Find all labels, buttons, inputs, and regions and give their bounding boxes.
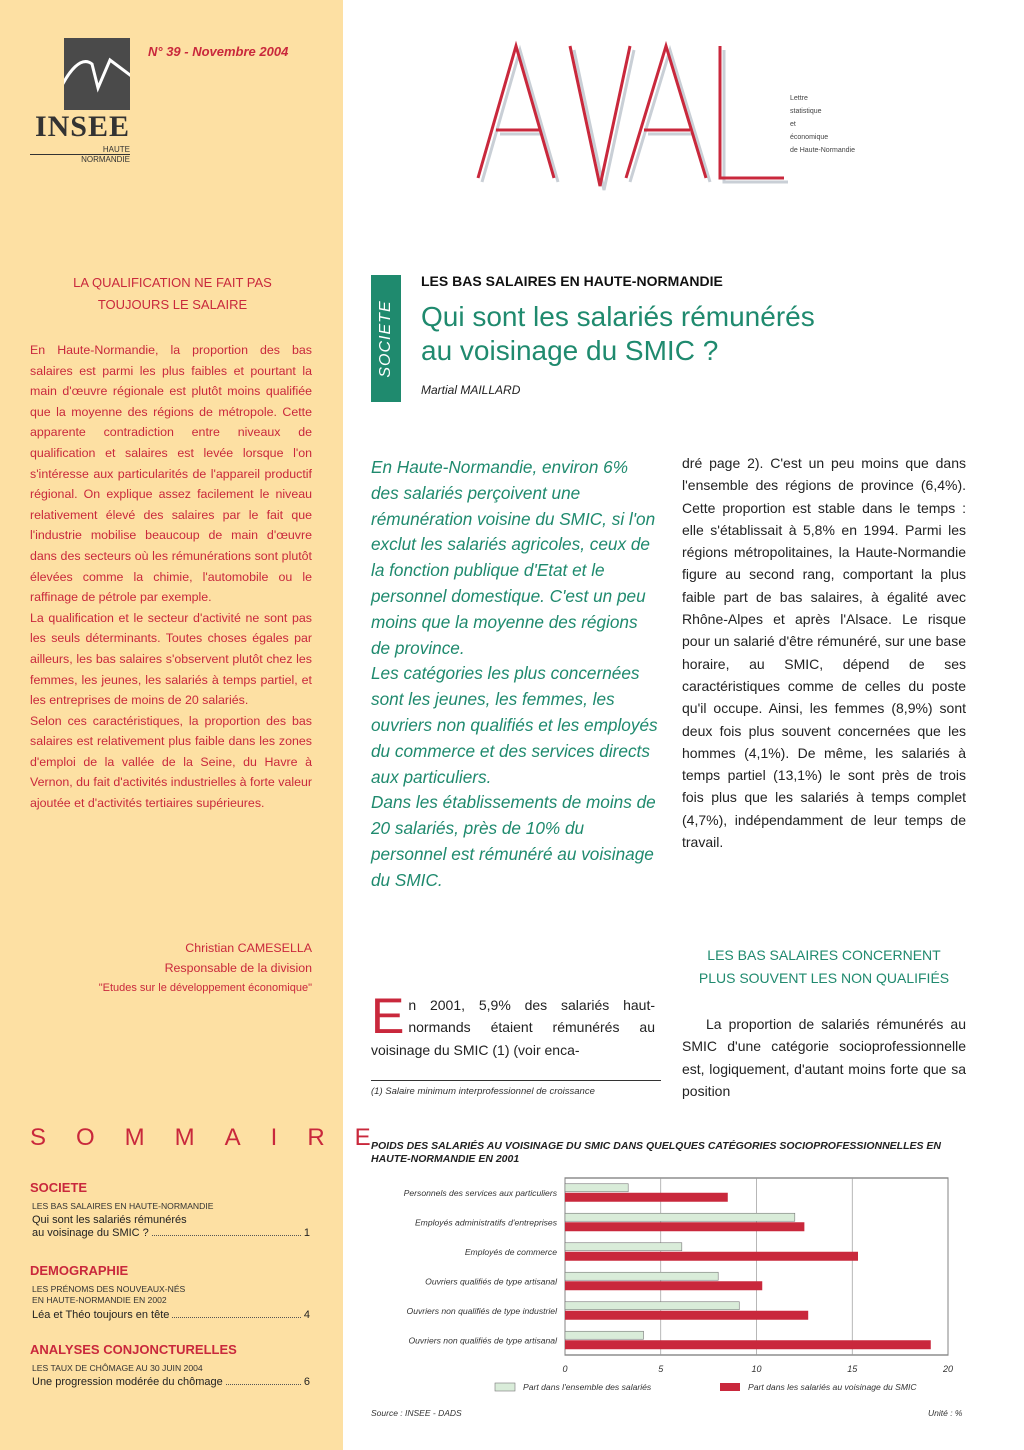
section-heading: LES BAS SALAIRES CONCERNENT PLUS SOUVENT LES NON QUALIFIÉS (698, 947, 950, 986)
category-label: Ouvriers non qualifiés de type artisanal (408, 1335, 557, 1346)
chart-source: Source : INSEE - DADS (371, 1408, 462, 1418)
sommaire-title: SOMMAIRE (30, 1124, 401, 1151)
insee-logo-icon (64, 38, 130, 110)
article-author: Martial MAILLARD (421, 383, 521, 397)
legend-label-smic: Part dans les salariés au voisinage du SMIC (748, 1382, 917, 1392)
sommaire-link-analyses[interactable]: Une progression modérée du chômage 6 (32, 1376, 310, 1388)
article-body-right: dré page 2). C'est un peu moins que dans l'ensemble des régions de province (6,4%). Cette proportion est stable dans le temps : elle s'établissait à 5,8% en 1994. Parmi les régions métropolitaines, la Haute-Normandie figure au second rang, comportant la plus faible part de bas salaires, à égalité avec Rhône-Alpes et après l'Alsace. Le risque pour un salarié d'être rémunéré, sur une base horaire, au SMIC, dépend de ses caractéristiques comme de celles du poste qu'il occupe. Ainsi, les femmes (8,9%) sont deux fois plus souvent concernées que les hommes (4,1%). De même, les salariés à temps partiel (13,1%) le sont près de trois fois plus que les salariés à temps complet (4,7%), indépendamment de leur temps de travail. (682, 455, 966, 851)
bar-smic (565, 1281, 762, 1290)
bar-ensemble (565, 1302, 739, 1310)
insee-logo-mark (64, 38, 130, 110)
legend-swatch-ensemble (495, 1383, 515, 1391)
category-label: Employés de commerce (464, 1246, 557, 1257)
sommaire-small: LES BAS SALAIRES EN HAUTE-NORMANDIE (32, 1201, 214, 1211)
article-body-right-2: La proportion de salariés rémunérés au SMIC d'une catégorie socioprofessionnelle est, logiquement, d'autant moins forte que sa position (682, 1016, 966, 1099)
sidebar-heading: LA QUALIFICATION NE FAIT PAS TOUJOURS LE SALAIRE (73, 275, 272, 312)
x-tick-label: 5 (658, 1364, 664, 1374)
category-label: Ouvriers qualifiés de type artisanal (425, 1276, 557, 1287)
x-tick-label: 10 (751, 1364, 762, 1374)
bar-ensemble (565, 1213, 795, 1221)
rubric-tag: SOCIETE (371, 275, 401, 402)
bar-smic (565, 1340, 931, 1349)
sommaire-section-societe: SOCIETE (30, 1180, 88, 1195)
bar-smic (565, 1252, 858, 1261)
insee-logo-sub: HAUTE NORMANDIE (30, 145, 130, 164)
article-title: Qui sont les salariés rémunérés au voisinage du SMIC ? (421, 301, 815, 366)
sidebar-text: En Haute-Normandie, la proportion des bas salaires est parmi les plus faibles et pourtant la main d'œuvre régionale est plutôt moins qualifiée que la moyenne des régions de métropole. Cette apparente contradiction entre niveaux de qualification et salaires est levée lorsque l'on s'intéresse aux particularités de l'appareil productif régional. On explique assez facilement le niveau relativement élevé des salaires par le fait que l'industrie mobilise beaucoup de main d'œuvre dans des secteurs où les rémunérations sont plutôt élevées comme la chimie, l'automobile ou le raffinage de pétrole par exemple. La qualification et le secteur d'activité ne sont pas les seuls déterminants. Toutes choses égales par ailleurs, les bas salaires s'observent plutôt chez les femmes, les jeunes, les salariés à temps partiel, et les entreprises de moins de 20 salariés. Selon ces caractéristiques, la proportion des bas salaires est relativement plus faible dans les zones d'emploi de la vallée de la Seine, du Havre à Vernon, du fait d'activités industrielles à forte valeur ajoutée et d'activités tertiaires supérieures. (30, 343, 312, 811)
article-lead: En 2001, 5,9% des salariés haut-normands étaient rémunérés au voisinage du SMIC (1) (voir enca- (371, 988, 655, 1058)
drop-cap: E (371, 988, 405, 1044)
legend-label-ensemble: Part dans l'ensemble des salariés (523, 1382, 652, 1392)
sommaire-link-demographie[interactable]: Léa et Théo toujours en tête 4 (32, 1309, 310, 1321)
sommaire-small: LES PRÉNOMS DES NOUVEAUX-NÉS EN HAUTE-NORMANDIE EN 2002 (32, 1284, 186, 1305)
sommaire-small: LES TAUX DE CHÔMAGE AU 30 JUIN 2004 (32, 1363, 203, 1373)
sommaire-section-demographie: DEMOGRAPHIE (30, 1263, 129, 1278)
sidebar (0, 0, 401, 1450)
x-tick-label: 20 (942, 1364, 954, 1374)
chart-title: POIDS DES SALARIÉS AU VOISINAGE DU SMIC DANS QUELQUES CATÉGORIES SOCIOPROFESSIONNELLES EN HAUTE-NORMANDIE EN 2001 (371, 1140, 941, 1165)
article-footnote: (1) Salaire minimum interprofessionnel de croissance (371, 1080, 661, 1097)
legend-swatch-smic (720, 1383, 740, 1391)
x-tick-label: 0 (562, 1364, 568, 1374)
sommaire-section-analyses: ANALYSES CONJONCTURELLES (30, 1342, 237, 1357)
category-label: Personnels des services aux particuliers (403, 1187, 557, 1198)
bar-ensemble (565, 1331, 644, 1339)
bar-smic (565, 1193, 728, 1202)
chart-unit: Unité : % (928, 1408, 963, 1418)
bar-ensemble (565, 1184, 628, 1192)
chart-canvas (365, 1170, 965, 1402)
bar-smic (565, 1311, 808, 1320)
article-chapo: En Haute-Normandie, environ 6% des salariés perçoivent une rémunération voisine du SMIC, si l'on exclut les salariés agricoles, ceux de la fonction publique d'Etat et le personnel domestique. C'est un peu moins que la moyenne des régions de province. Les catégories les plus concernées sont les jeunes, les femmes, les ouvriers non qualifiés et les employés du commerce et des services directs aux particuliers. Dans les établissements de moins de 20 salariés, près de 10% du personnel est rémunéré au voisinage du SMIC. (371, 457, 658, 890)
aval-masthead-logo (474, 40, 804, 200)
category-label: Ouvriers non qualifiés de type industriel (406, 1305, 557, 1316)
sommaire-link-societe[interactable]: Qui sont les salariés rémunérés au voisinage du SMIC ? 1 (32, 1214, 310, 1239)
sidebar-signature: Christian CAMESELLA Responsable de la division "Etudes sur le développement économique" (98, 941, 312, 994)
issue-number: N° 39 - Novembre 2004 (148, 44, 289, 59)
category-label: Employés administratifs d'entreprises (414, 1217, 557, 1228)
article-kicker: LES BAS SALAIRES EN HAUTE-NORMANDIE (421, 273, 723, 289)
bar-ensemble (565, 1243, 682, 1251)
insee-logo-text: INSEE (34, 110, 130, 143)
bar-ensemble (565, 1272, 718, 1280)
masthead-tagline: Lettre statistique et économique de Haute-Normandie (790, 95, 855, 154)
bar-smic (565, 1222, 804, 1231)
x-tick-label: 15 (847, 1364, 858, 1374)
